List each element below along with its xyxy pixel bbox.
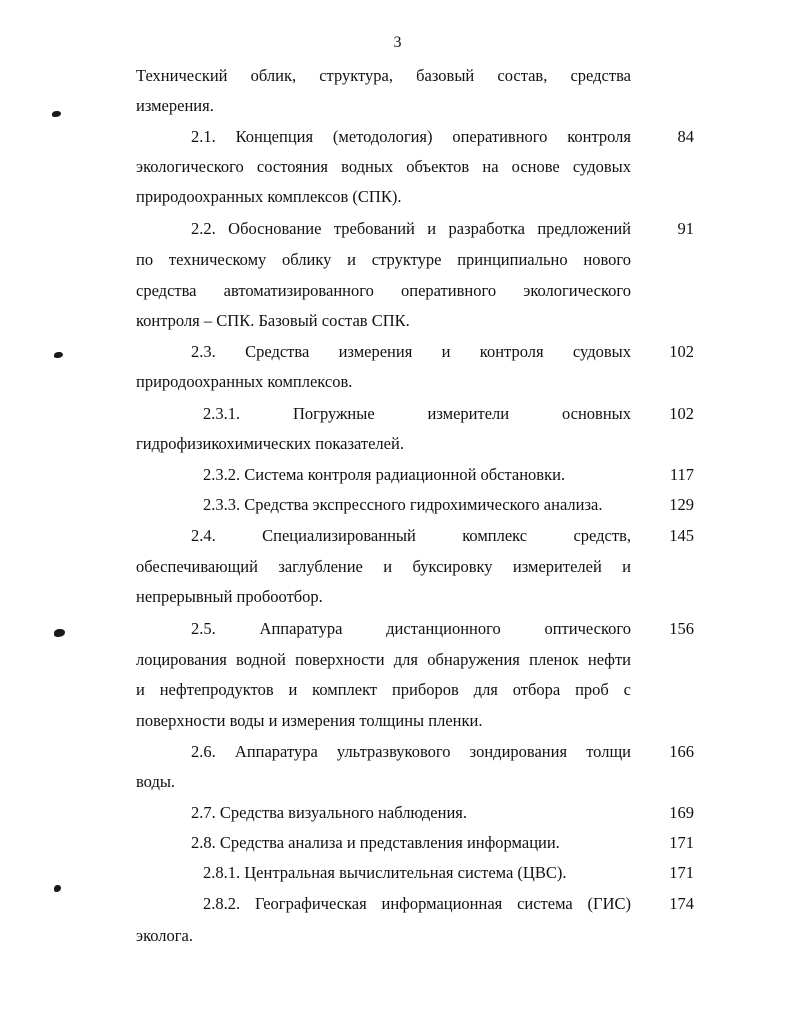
toc-entry-2-1: 2.1. Концепция (методология) оперативного контроля [191, 127, 631, 146]
scan-mark [54, 629, 65, 637]
page-ref-2-3-1: 102 [669, 404, 694, 423]
scan-mark [54, 352, 63, 358]
page-ref-2-8-1: 171 [669, 863, 694, 882]
toc-line: воды. [136, 772, 176, 791]
toc-line: непрерывный пробоотбор. [136, 587, 323, 606]
toc-entry-2-2: 2.2. Обоснование требований и разработка предложений [191, 219, 631, 238]
toc-entry-2-4: 2.4. Специализированный комплекс средств, [191, 526, 631, 545]
toc-line: экологического состояния водных объектов на основе судовых [136, 157, 631, 176]
page-ref-2-2: 91 [677, 219, 694, 238]
toc-entry-2-6: 2.6. Аппаратура ультразвукового зондирования толщи [191, 742, 631, 761]
toc-entry-2-3-2: 2.3.2. Система контроля радиационной обстановки. [203, 465, 566, 484]
page-ref-2-7: 169 [669, 803, 694, 822]
page-ref-2-3-3: 129 [669, 495, 694, 514]
toc-entry-2-5: 2.5. Аппаратура дистанционного оптического [191, 619, 631, 638]
toc-line: поверхности воды и измерения толщины пленки. [136, 711, 483, 730]
scan-mark [52, 111, 61, 117]
page-ref-2-3-2: 117 [669, 465, 694, 484]
toc-line: лоцирования водной поверхности для обнаружения пленок нефти [136, 650, 631, 669]
page-ref-2-4: 145 [669, 526, 694, 545]
toc-line: по техническому облику и структуре принципиально нового [136, 250, 631, 269]
toc-line: измерения. [136, 96, 214, 115]
page-ref-2-5: 156 [669, 619, 694, 638]
page-ref-2-8-2: 174 [669, 894, 694, 913]
toc-entry-2-3: 2.3. Средства измерения и контроля судовых [191, 342, 631, 361]
page-ref-2-8: 171 [669, 833, 694, 852]
toc-line: Технический облик, структура, базовый состав, средства [136, 66, 631, 85]
toc-entry-2-3-1: 2.3.1. Погружные измерители основных [203, 404, 631, 423]
page-ref-2-3: 102 [669, 342, 694, 361]
toc-entry-2-8: 2.8. Средства анализа и представления информации. [191, 833, 560, 852]
toc-line: гидрофизикохимических показателей. [136, 434, 404, 453]
scan-mark [54, 885, 61, 892]
toc-entry-2-8-2: 2.8.2. Географическая информационная система (ГИС) [203, 894, 631, 913]
toc-line: и нефтепродуктов и комплект приборов для отбора проб с [136, 680, 631, 699]
page-ref-2-1: 84 [677, 127, 694, 146]
toc-line: эколога. [136, 926, 193, 945]
toc-line: природоохранных комплексов. [136, 372, 353, 391]
toc-line: природоохранных комплексов (СПК). [136, 187, 402, 206]
toc-entry-2-3-3: 2.3.3. Средства экспрессного гидрохимического анализа. [203, 495, 603, 514]
toc-entry-2-7: 2.7. Средства визуального наблюдения. [191, 803, 468, 822]
toc-line: обеспечивающий заглубление и буксировку измерителей и [136, 557, 631, 576]
page-ref-2-6: 166 [669, 742, 694, 761]
toc-line: средства автоматизированного оперативного экологического [136, 281, 631, 300]
toc-line: контроля – СПК. Базовый состав СПК. [136, 311, 410, 330]
page-number: 3 [393, 34, 402, 51]
toc-entry-2-8-1: 2.8.1. Центральная вычислительная система (ЦВС). [203, 863, 567, 882]
